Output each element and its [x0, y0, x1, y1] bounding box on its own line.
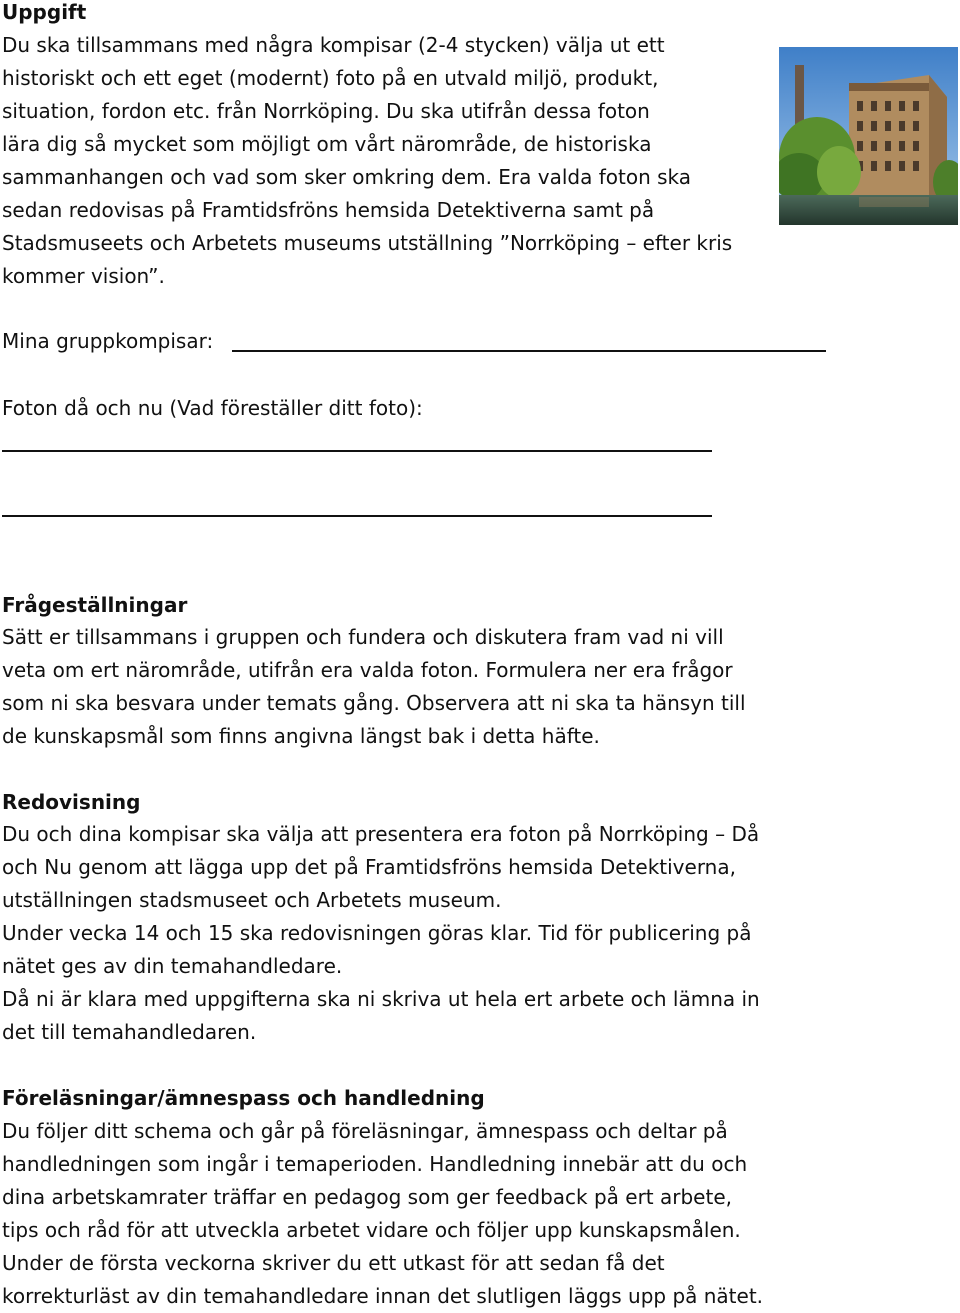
redovisning-heading: Redovisning — [2, 790, 141, 814]
fragestallningar-line: veta om ert närområde, utifrån era valda foton. Formulera ner era frågor — [2, 658, 733, 682]
uppgift-line: situation, fordon etc. från Norrköping. Du ska utifrån dessa foton — [2, 99, 650, 123]
redovisning-line: Under vecka 14 och 15 ska redovisningen göras klar. Tid för publicering på — [2, 921, 752, 945]
fragestallningar-line: som ni ska besvara under temats gång. Observera att ni ska ta hänsyn till — [2, 691, 746, 715]
photo-description-field-1[interactable] — [2, 450, 712, 452]
uppgift-line: historiskt och ett eget (modernt) foto på en utvald miljö, produkt, — [2, 66, 659, 90]
uppgift-line: Stadsmuseets och Arbetets museums utställning ”Norrköping – efter kris — [2, 231, 733, 255]
redovisning-line: Då ni är klara med uppgifterna ska ni skriva ut hela ert arbete och lämna in — [2, 987, 760, 1011]
forelasningar-line: handledningen som ingår i temaperioden. Handledning innebär att du och — [2, 1152, 748, 1176]
uppgift-line: kommer vision”. — [2, 264, 165, 288]
uppgift-line: lära dig så mycket som möjligt om vårt närområde, de historiska — [2, 132, 652, 156]
fragestallningar-line: de kunskapsmål som finns angivna längst bak i detta häfte. — [2, 724, 600, 748]
photo-description-field-2[interactable] — [2, 515, 712, 517]
redovisning-line: det till temahandledaren. — [2, 1020, 257, 1044]
forelasningar-line: Du följer ditt schema och går på föreläsningar, ämnespass och deltar på — [2, 1119, 728, 1143]
uppgift-line: sedan redovisas på Framtidsfröns hemsida Detektiverna samt på — [2, 198, 655, 222]
uppgift-line: Du ska tillsammans med några kompisar (2-4 stycken) välja ut ett — [2, 33, 665, 57]
redovisning-line: nätet ges av din temahandledare. — [2, 954, 343, 978]
forelasningar-heading: Föreläsningar/ämnespass och handledning — [2, 1086, 485, 1110]
fragestallningar-line: Sätt er tillsammans i gruppen och fundera och diskutera fram vad ni vill — [2, 625, 724, 649]
forelasningar-line: Under de första veckorna skriver du ett utkast för att sedan få det — [2, 1251, 665, 1275]
redovisning-line: Du och dina kompisar ska välja att presentera era foton på Norrköping – Då — [2, 822, 760, 846]
forelasningar-line: korrekturläst av din temahandledare innan det slutligen läggs upp på nätet. — [2, 1284, 764, 1308]
redovisning-line: utställningen stadsmuseet och Arbetets museum. — [2, 888, 502, 912]
group-members-label: Mina gruppkompisar: — [2, 329, 214, 353]
forelasningar-line: dina arbetskamrater träffar en pedagog som ger feedback på ert arbete, — [2, 1185, 732, 1209]
redovisning-line: och Nu genom att lägga upp det på Framtidsfröns hemsida Detektiverna, — [2, 855, 736, 879]
fragestallningar-heading: Frågeställningar — [2, 593, 188, 617]
photo-description-label: Foton då och nu (Vad föreställer ditt foto): — [2, 396, 423, 420]
building-photo — [779, 47, 958, 225]
forelasningar-line: tips och råd för att utveckla arbetet vidare och följer upp kunskapsmålen. — [2, 1218, 741, 1242]
uppgift-line: sammanhangen och vad som sker omkring dem. Era valda foton ska — [2, 165, 692, 189]
uppgift-heading: Uppgift — [2, 0, 87, 24]
group-members-field[interactable] — [232, 350, 826, 352]
